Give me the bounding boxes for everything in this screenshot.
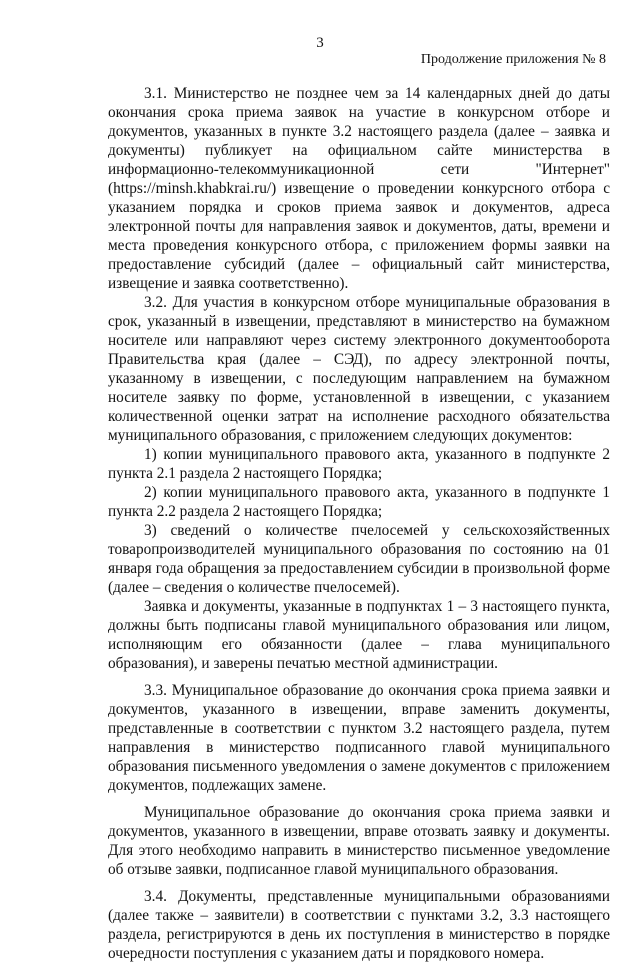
paragraph-3-4: 3.4. Документы, представленные муниципальными образованиями (далее также – заявители) в соответствии с пунктами 3.2, 3.3 настоящего раздела, регистрируются в день их поступления в министерство в порядке очередности поступления с указанием даты и порядкового номера. — [108, 888, 610, 962]
document-body — [108, 84, 610, 963]
page-number: 3 — [316, 35, 324, 51]
paragraph-3-3: 3.3. Муниципальное образование до окончания срока приема заявки и документов, указанного в извещении, вправе заменить документы, представленные в соответствии с пунктом 3.2 настоящего раздела, путем направления в министерство подписанного главой муниципального образования письменного уведомления о замене документов с приложением документов, подлежащих замене. — [108, 682, 610, 794]
list-item-2: 2) копии муниципального правового акта, указанного в подпункте 1 пункта 2.2 раздела 2 настоящего Порядка; — [108, 484, 610, 520]
paragraph-3-2: 3.2. Для участия в конкурсном отборе муниципальные образования в срок, указанный в извещении, представляют в министерство на бумажном носителе или направляют через систему электронного документооборота Правительства края (далее – СЭД), по адресу электронной почты, указанному в извещении, с последующим направлением на бумажном носителе заявку по форме, установленной в извещении, с указанием количественной оценки затрат на исполнение расходного обязательства муниципального образования, с приложением следующих документов: — [108, 294, 610, 444]
list-item-1: 1) копии муниципального правового акта, указанного в подпункте 2 пункта 2.1 раздела 2 настоящего Порядка; — [108, 446, 610, 482]
appendix-note: Продолжение приложения № 8 — [420, 52, 606, 67]
signature-requirement-paragraph: Заявка и документы, указанные в подпунктах 1 – 3 настоящего пункта, должны быть подписаны главой муниципального образования или лицом, исполняющим его обязанности (далее – глава муниципального образования), и заверены печатью местной администрации. — [108, 598, 610, 672]
paragraph-3-1: 3.1. Министерство не позднее чем за 14 календарных дней до даты окончания срока приема заявок на участие в конкурсном отборе и документов, указанных в пункте 3.2 настоящего раздела (далее – заявка и документы) публикует на официальном сайте министерства в информационно-телекоммуникационной сети "Интернет" (https://minsh.khabkrai.ru/) извещение о проведении конкурсного отбора с указанием порядка и сроков приема заявок и документов, адреса электронной почты для направления заявок и документов, даты, времени и места проведения конкурсного отбора, с приложением формы заявки на предоставление субсидий (далее – официальный сайт министерства, извещение и заявка соответственно). — [108, 85, 610, 292]
withdrawal-paragraph: Муниципальное образование до окончания срока приема заявки и документов, указанного в извещении, вправе отозвать заявку и документы. Для этого необходимо направить в министерство письменное уведомление об отзыве заявки, подписанное главой муниципального образования. — [108, 804, 610, 878]
list-item-3: 3) сведений о количестве пчелосемей у сельскохозяйственных товаропроизводителей муниципального образования по состоянию на 01 января года обращения за предоставлением субсидии в произвольной форме (далее – сведения о количестве пчелосемей). — [108, 522, 610, 596]
